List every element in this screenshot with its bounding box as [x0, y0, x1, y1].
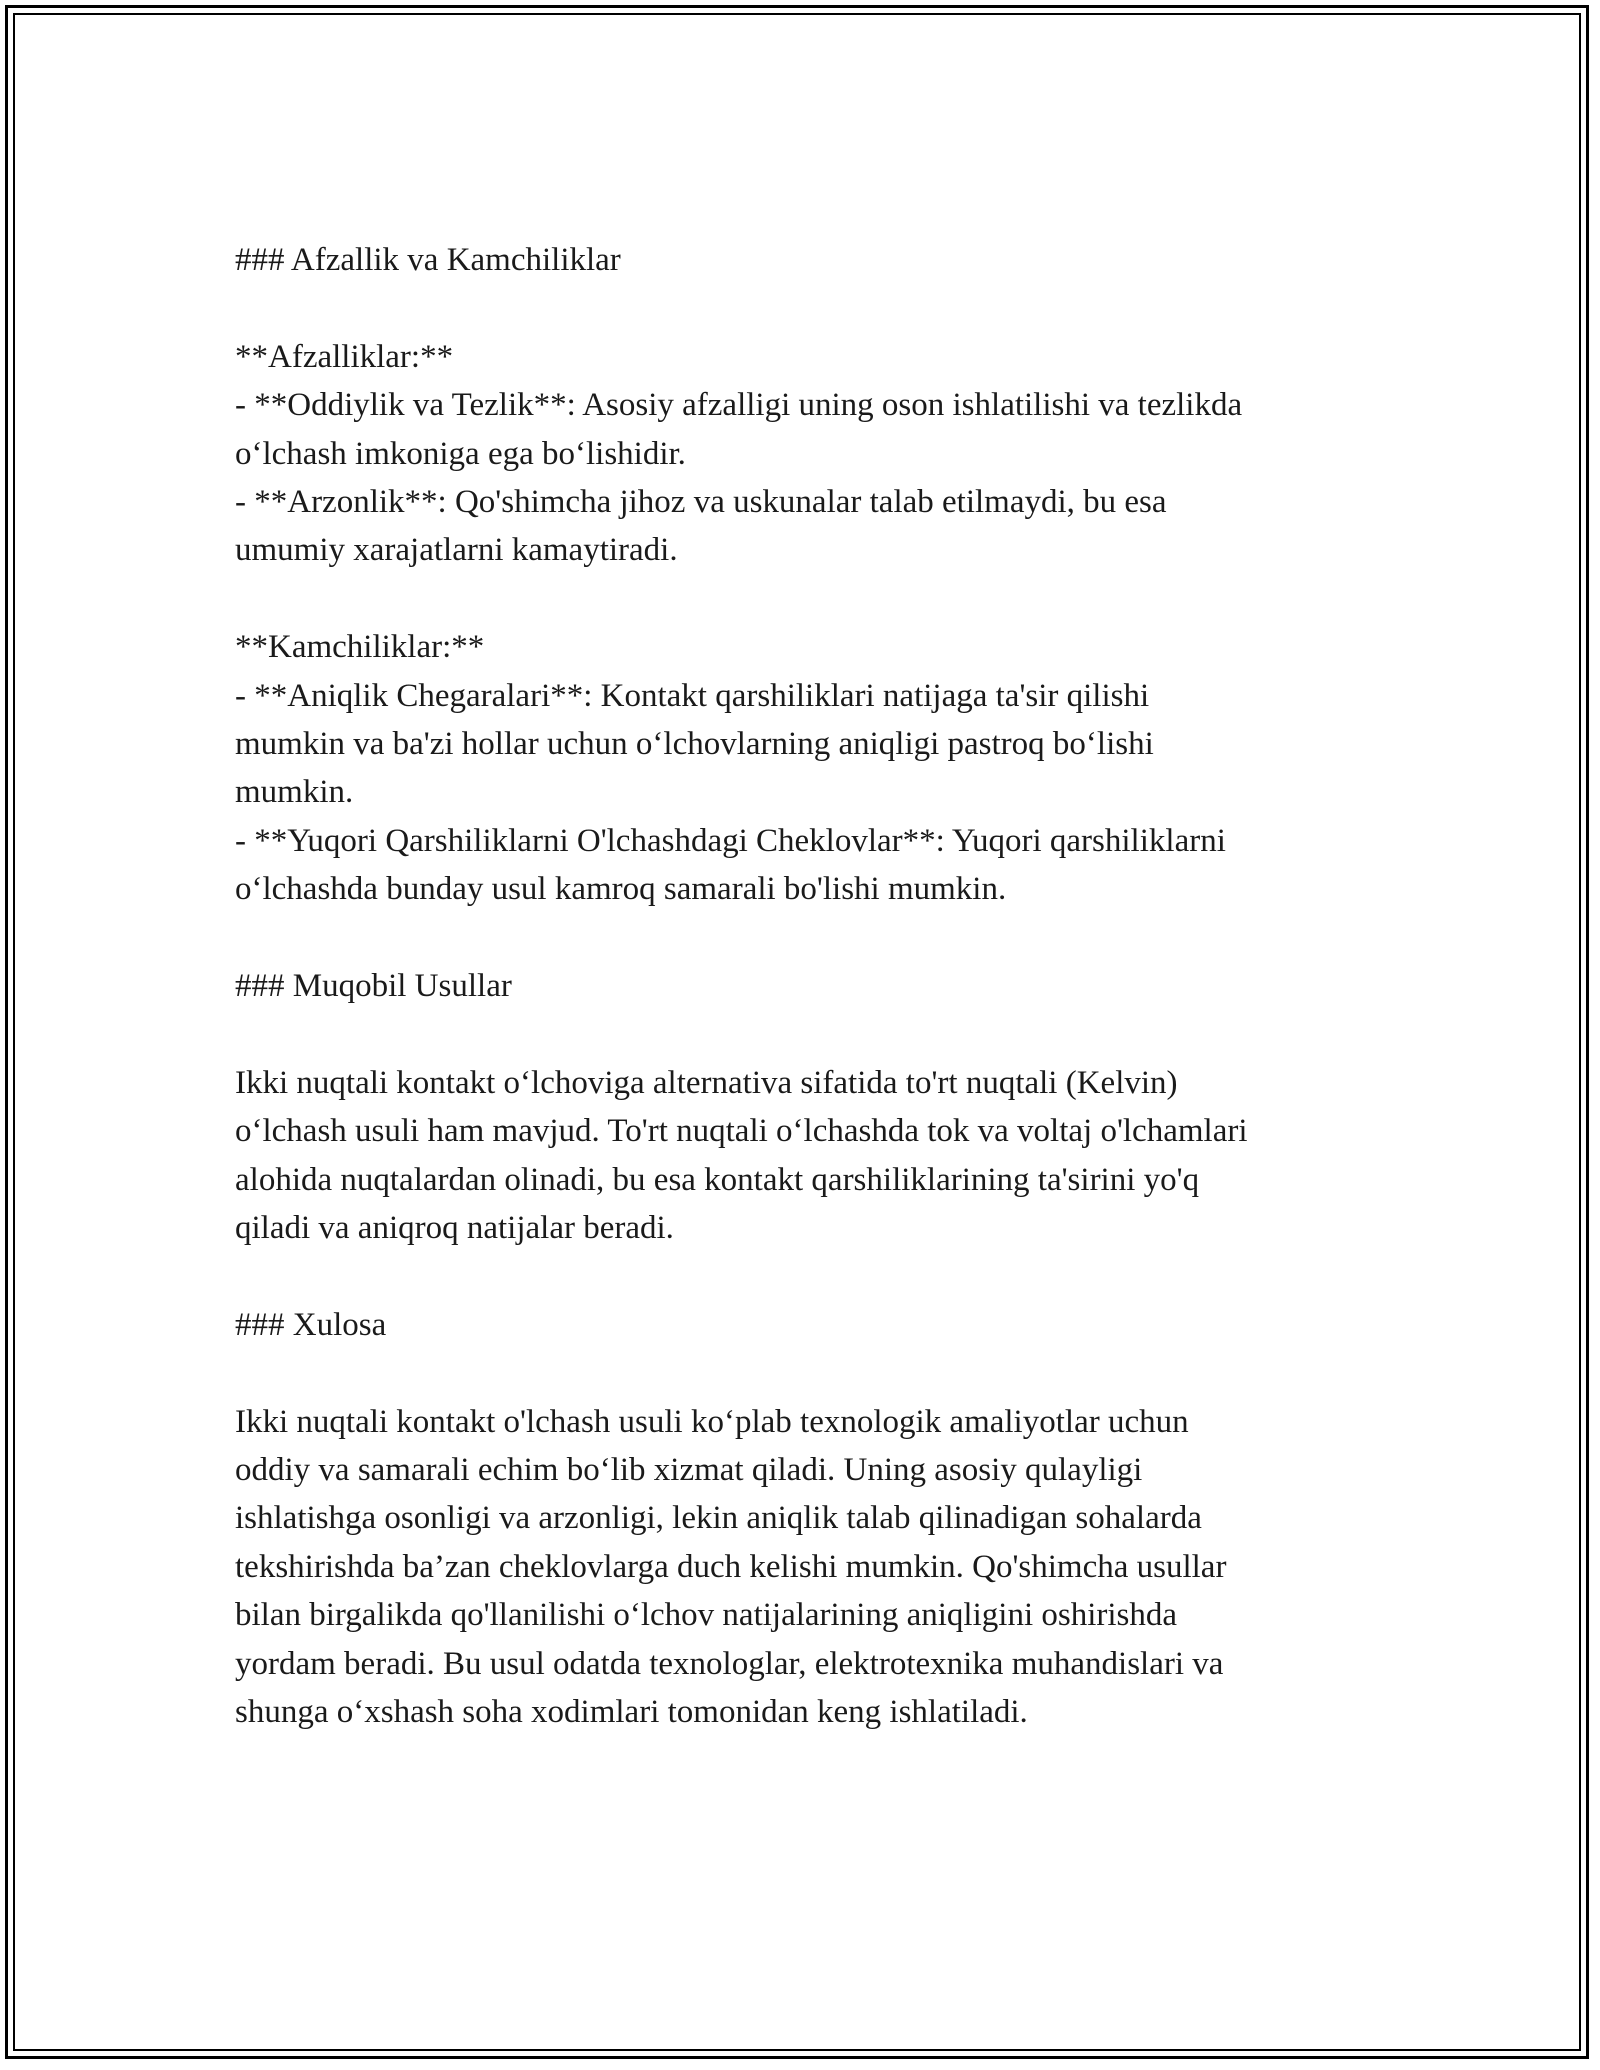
disadvantage-item-2-line-2: o‘lchashda bunday usul kamroq samarali bo'lishi mumkin.: [235, 871, 1007, 908]
blank-line: [235, 1252, 1385, 1300]
alternatives-paragraph-line-1: Ikki nuqtali kontakt o‘lchoviga alternativa sifatida to'rt nuqtali (Kelvin): [235, 1064, 1178, 1101]
blank-line: [235, 914, 1385, 962]
blank-line: [235, 1349, 1385, 1397]
blank-line: [235, 1010, 1385, 1058]
advantage-item-2-line-2: umumiy xarajatlarni kamaytiradi.: [235, 532, 678, 569]
conclusion-paragraph-line-1: Ikki nuqtali kontakt o'lchash usuli ko‘plab texnologik amaliyotlar uchun: [235, 1403, 1189, 1440]
conclusion-paragraph-line-4: tekshirishda ba’zan cheklovlarga duch kelishi mumkin. Qo'shimcha usullar: [235, 1548, 1227, 1585]
conclusion-paragraph-line-2: oddiy va samarali echim bo‘lib xizmat qiladi. Uning asosiy qulayligi: [235, 1452, 1143, 1489]
blank-line: [235, 575, 1385, 623]
alternatives-paragraph-line-4: qiladi va aniqroq natijalar beradi.: [235, 1210, 674, 1247]
advantage-item-1-line-2: o‘lchash imkoniga ega bo‘lishidir.: [235, 435, 686, 472]
conclusion-paragraph-line-6: yordam beradi. Bu usul odatda texnologlar, elektrotexnika muhandislari va: [235, 1645, 1224, 1682]
advantages-label: **Afzalliklar:**: [235, 338, 454, 375]
advantage-item-2-line-1: - **Arzonlik**: Qo'shimcha jihoz va uskunalar talab etilmaydi, bu esa: [235, 484, 1167, 521]
alternatives-paragraph-line-2: o‘lchash usuli ham mavjud. To'rt nuqtali o‘lchashda tok va voltaj o'lchamlari: [235, 1113, 1248, 1150]
alternatives-paragraph-line-3: alohida nuqtalardan olinadi, bu esa kontakt qarshiliklarining ta'sirini yo'q: [235, 1161, 1200, 1198]
conclusion-paragraph-line-5: bilan birgalikda qo'llanilishi o‘lchov natijalarining aniqligini oshirishda: [235, 1597, 1178, 1634]
advantage-item-1-line-1: - **Oddiylik va Tezlik**: Asosiy afzalligi uning oson ishlatilishi va tezlikda: [235, 387, 1243, 424]
disadvantage-item-1-line-1: - **Aniqlik Chegaralari**: Kontakt qarshiliklari natijaga ta'sir qilishi: [235, 677, 1150, 714]
conclusion-paragraph-line-7: shunga o‘xshash soha xodimlari tomonidan keng ishlatiladi.: [235, 1694, 1028, 1731]
section-heading-conclusion: ### Xulosa: [235, 1306, 387, 1343]
section-heading-advantages: ### Afzallik va Kamchiliklar: [235, 242, 621, 278]
blank-line: [235, 284, 1385, 332]
section-heading-alternatives: ### Muqobil Usullar: [235, 968, 512, 1005]
document-body: [235, 236, 1385, 1737]
disadvantages-label: **Kamchiliklar:**: [235, 629, 485, 666]
disadvantage-item-1-line-3: mumkin.: [235, 774, 354, 811]
disadvantage-item-2-line-1: - **Yuqori Qarshiliklarni O'lchashdagi Cheklovlar**: Yuqori qarshiliklarni: [235, 822, 1226, 859]
conclusion-paragraph-line-3: ishlatishga osonligi va arzonligi, lekin aniqlik talab qilinadigan sohalarda: [235, 1500, 1202, 1537]
disadvantage-item-1-line-2: mumkin va ba'zi hollar uchun o‘lchovlarning aniqligi pastroq bo‘lishi: [235, 726, 1154, 763]
